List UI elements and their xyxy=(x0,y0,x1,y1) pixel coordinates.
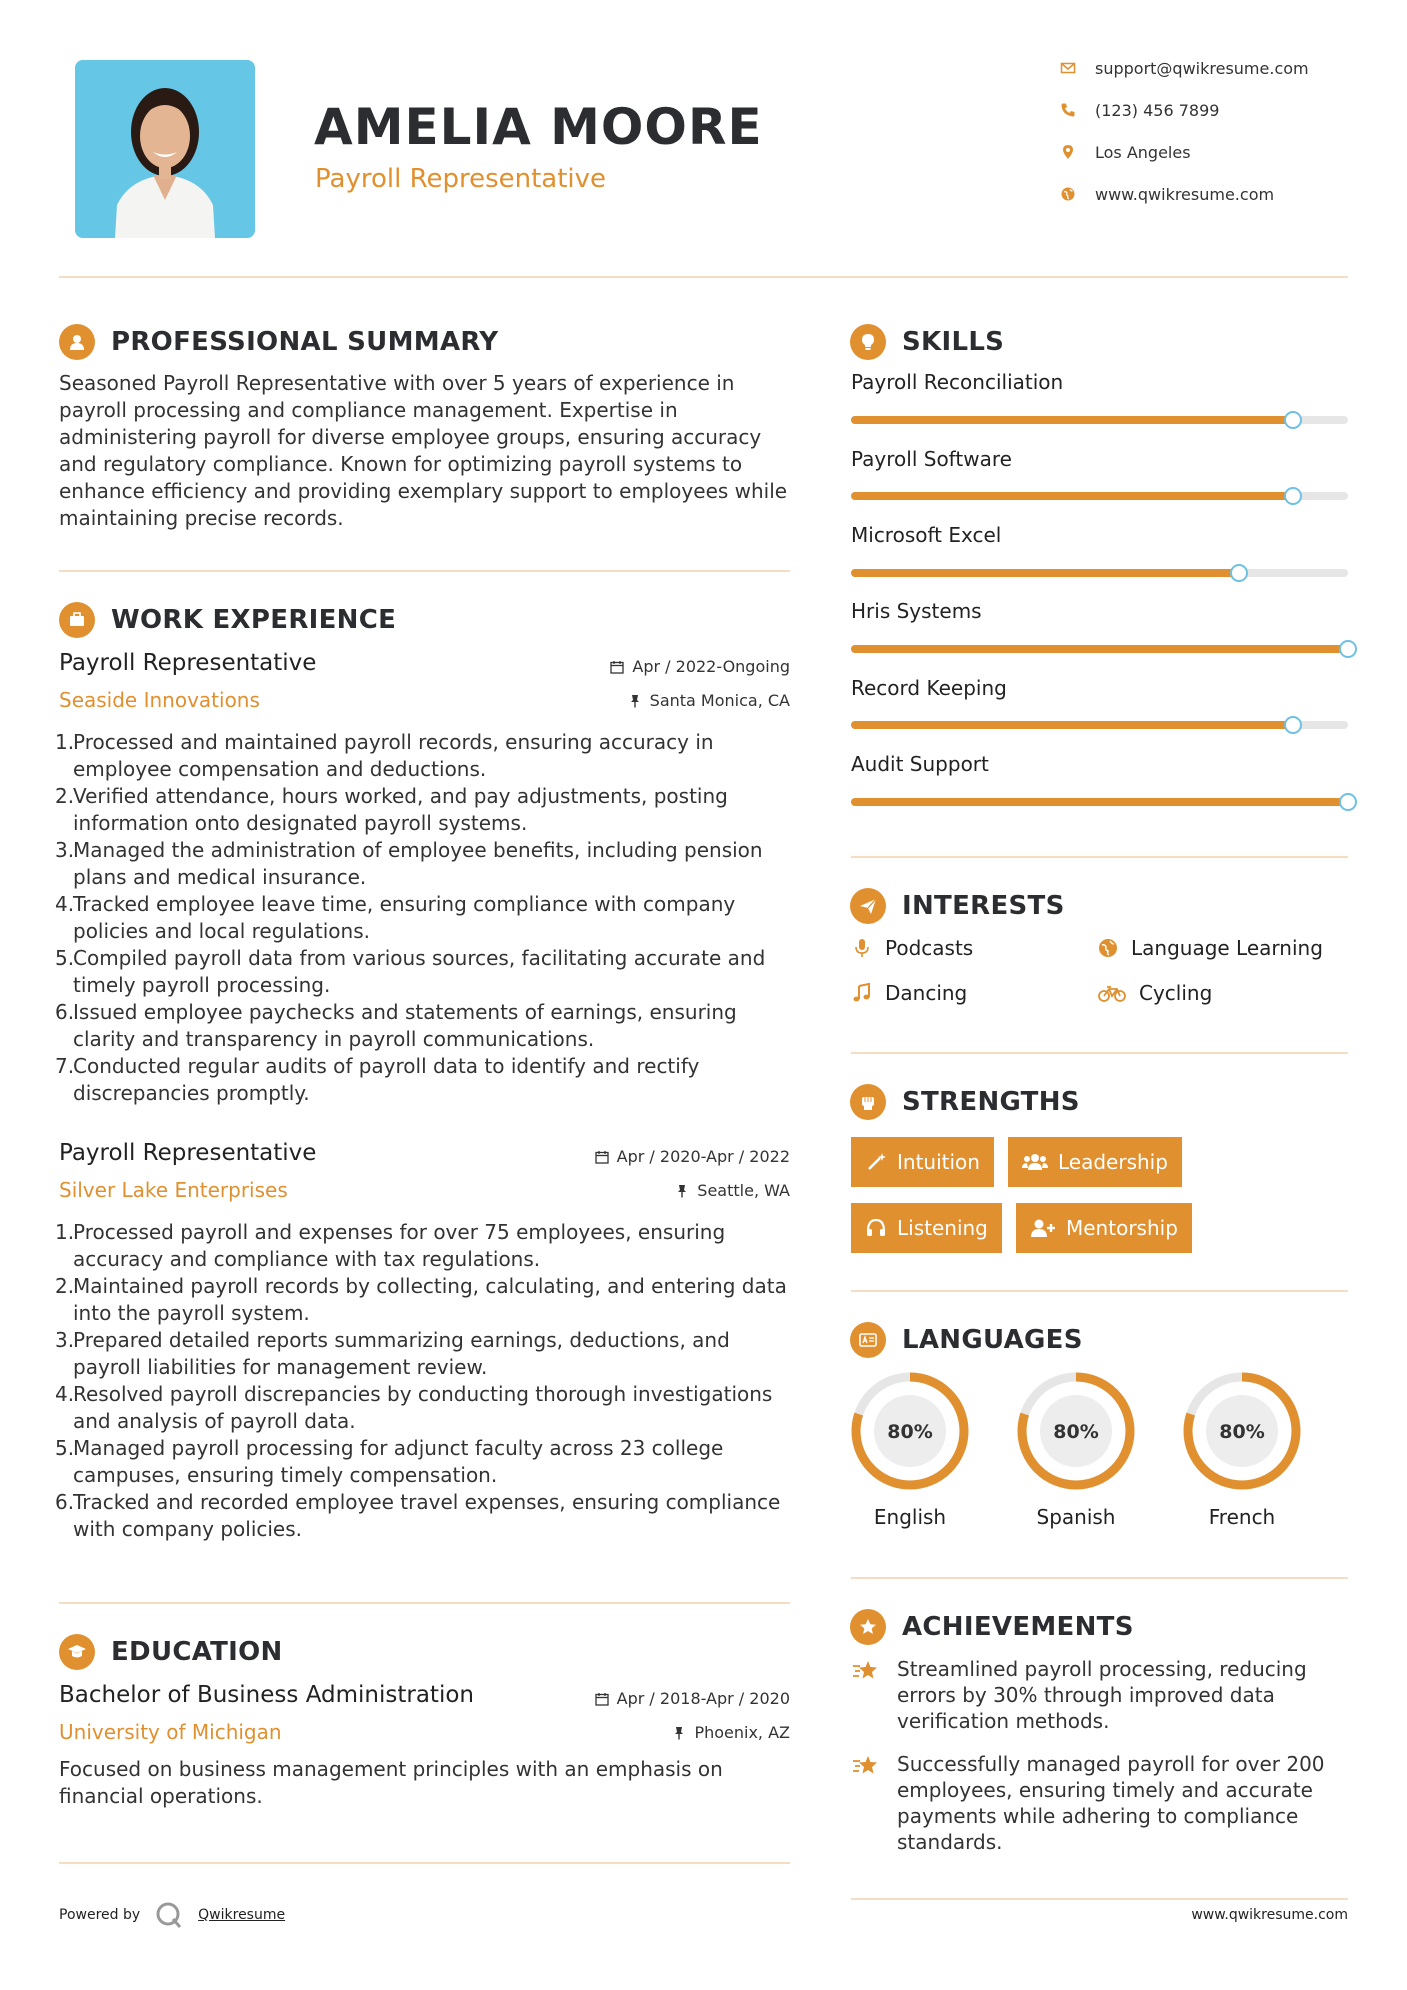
job-1-title: Payroll Representative xyxy=(59,650,317,676)
skill-knob xyxy=(1284,411,1302,429)
degree-title: Bachelor of Business Administration xyxy=(59,1682,474,1708)
school-name: University of Michigan xyxy=(59,1720,282,1744)
interest-item xyxy=(1097,936,1323,960)
globe-icon xyxy=(1055,184,1081,204)
contact-location xyxy=(1055,142,1191,162)
languages-heading xyxy=(850,1322,1083,1358)
profile-photo xyxy=(75,60,255,238)
phone-icon xyxy=(1055,100,1081,120)
job-2-date-text: Apr / 2020-Apr / 2022 xyxy=(616,1147,790,1166)
pin-icon xyxy=(675,1184,689,1198)
star-badge-icon xyxy=(850,1609,886,1645)
star-icon xyxy=(851,1656,881,1686)
achievements-divider xyxy=(851,1898,1348,1900)
list-item: 3. Prepared detailed reports summarizing earnings, deductions, and payroll liabilities for management review. xyxy=(55,1328,730,1379)
languages-divider xyxy=(851,1577,1348,1579)
education-divider xyxy=(59,1862,790,1864)
skill-fill xyxy=(851,569,1239,577)
users-icon xyxy=(1022,1151,1048,1173)
contact-website-text: www.qwikresume.com xyxy=(1095,184,1275,204)
experience-heading xyxy=(59,602,396,638)
interest-label: Podcasts xyxy=(885,936,974,960)
skill-fill xyxy=(851,416,1293,424)
strength-label: Mentorship xyxy=(1066,1216,1178,1240)
language-label: English xyxy=(873,1505,947,1529)
job-1-date-text: Apr / 2022-Ongoing xyxy=(632,657,790,676)
job-2-company: Silver Lake Enterprises xyxy=(59,1178,288,1202)
interest-label: Language Learning xyxy=(1131,936,1323,960)
list-item: 2. Maintained payroll records by collecting, calculating, and entering data into the payroll system. xyxy=(55,1274,787,1325)
strength-label: Listening xyxy=(897,1216,988,1240)
list-item: 1. Processed payroll and expenses for over 75 employees, ensuring accuracy and compliance with tax regulations. xyxy=(55,1220,726,1271)
bicycle-icon xyxy=(1097,982,1127,1004)
achievement-text: Successfully managed payroll for over 200 employees, ensuring timely and accurate payments while adhering to compliance standards. xyxy=(897,1752,1325,1854)
education-location-text: Phoenix, AZ xyxy=(694,1723,790,1742)
list-item: 6. Issued employee paychecks and statements of earnings, ensuring clarity and transparency in payroll communications. xyxy=(55,1000,737,1051)
skill-label: Payroll Reconciliation xyxy=(851,370,1064,394)
interest-item xyxy=(851,936,973,960)
strength-label: Leadership xyxy=(1058,1150,1168,1174)
job-1-location xyxy=(500,691,790,710)
language-label: Spanish xyxy=(1036,1505,1116,1529)
skill-fill xyxy=(851,645,1348,653)
envelope-icon xyxy=(1055,58,1081,78)
languages-title: LANGUAGES xyxy=(902,1325,1083,1355)
summary-divider xyxy=(59,570,790,572)
skill-bar xyxy=(851,569,1348,577)
list-item: 7. Conducted regular audits of payroll data to identify and rectify discrepancies promptly. xyxy=(55,1054,700,1105)
skill-bar xyxy=(851,492,1348,500)
briefcase-icon xyxy=(59,602,95,638)
footer-powered-by xyxy=(59,1900,285,1930)
list-item: 4. Tracked employee leave time, ensuring compliance with company policies and local regulations. xyxy=(55,892,736,943)
job-2-date xyxy=(500,1147,790,1166)
job-1-company: Seaside Innovations xyxy=(59,688,260,712)
achievement-text: Streamlined payroll processing, reducing errors by 30% through improved data verification methods. xyxy=(897,1657,1307,1733)
calendar-icon xyxy=(595,1692,609,1706)
achievements-title: ACHIEVEMENTS xyxy=(902,1612,1134,1642)
interests-divider xyxy=(851,1052,1348,1054)
skill-label: Microsoft Excel xyxy=(851,523,1002,547)
experience-title: WORK EXPERIENCE xyxy=(111,605,397,635)
pin-icon xyxy=(672,1726,686,1740)
skill-bar xyxy=(851,721,1348,729)
skill-knob xyxy=(1339,793,1357,811)
list-item: 5. Compiled payroll data from various sources, facilitating accurate and timely payroll processing. xyxy=(55,946,766,997)
strength-tag xyxy=(1016,1203,1192,1253)
strengths-divider xyxy=(851,1290,1348,1292)
user-plus-icon xyxy=(1030,1217,1056,1239)
strength-tag xyxy=(1008,1137,1182,1187)
job-2-bullets xyxy=(55,1219,790,1543)
skills-heading xyxy=(850,324,1004,360)
language-percent: 80% xyxy=(887,1421,933,1443)
lightbulb-icon xyxy=(850,324,886,360)
star-icon xyxy=(851,1751,881,1781)
list-item: 5. Managed payroll processing for adjunct faculty across 23 college campuses, ensuring timely compensation. xyxy=(55,1436,724,1487)
interest-label: Dancing xyxy=(885,981,968,1005)
contact-email[interactable] xyxy=(1055,58,1309,78)
contact-website[interactable] xyxy=(1055,184,1274,204)
skill-bar xyxy=(851,645,1348,653)
skill-bar xyxy=(851,798,1348,806)
education-date xyxy=(500,1689,790,1708)
powered-by-text: Powered by xyxy=(59,1907,141,1923)
skill-fill xyxy=(851,721,1293,729)
skill-fill xyxy=(851,492,1293,500)
skill-label: Hris Systems xyxy=(851,599,982,623)
education-location xyxy=(500,1723,790,1742)
language-icon xyxy=(850,1322,886,1358)
microphone-icon xyxy=(851,937,873,959)
header-divider xyxy=(59,276,1348,278)
skill-knob xyxy=(1230,564,1248,582)
skill-fill xyxy=(851,798,1348,806)
skill-label: Audit Support xyxy=(851,752,989,776)
list-item: 4. Resolved payroll discrepancies by conducting thorough investigations and analysis of payroll data. xyxy=(55,1382,773,1433)
education-date-text: Apr / 2018-Apr / 2020 xyxy=(616,1689,790,1708)
language-ring xyxy=(1181,1370,1303,1496)
map-pin-icon xyxy=(1055,142,1081,162)
headphones-icon xyxy=(865,1217,887,1239)
calendar-icon xyxy=(610,660,624,674)
qwikresume-link[interactable]: Qwikresume xyxy=(198,1907,286,1923)
calendar-icon xyxy=(595,1150,609,1164)
job-2-title: Payroll Representative xyxy=(59,1140,317,1166)
candidate-name: AMELIA MOORE xyxy=(314,98,763,156)
skill-knob xyxy=(1284,716,1302,734)
experience-divider xyxy=(59,1602,790,1604)
education-title: EDUCATION xyxy=(111,1637,283,1667)
footer-url[interactable]: www.qwikresume.com xyxy=(1191,1907,1348,1923)
contact-phone-text: (123) 456 7899 xyxy=(1095,100,1220,120)
skill-label: Record Keeping xyxy=(851,676,1007,700)
achievement-item xyxy=(851,1656,1351,1734)
language-percent: 80% xyxy=(1219,1421,1265,1443)
summary-text: Seasoned Payroll Representative with over 5 years of experience in payroll processing and compliance management. Expertise in administering payroll for diverse employee groups, ensuring accuracy and regulatory compliance. Known for optimizing payroll systems to enhance efficiency and providing exemplary support to employees while maintaining precise records. xyxy=(59,371,788,530)
list-item: 2. Verified attendance, hours worked, and pay adjustments, posting information onto designated payroll systems. xyxy=(55,784,728,835)
job-1-bullets xyxy=(55,729,790,1107)
job-1-location-text: Santa Monica, CA xyxy=(649,691,790,710)
interest-item xyxy=(1097,981,1212,1005)
summary-heading xyxy=(59,324,498,360)
globe-icon xyxy=(1097,937,1119,959)
user-icon xyxy=(59,324,95,360)
list-item: 6. Tracked and recorded employee travel expenses, ensuring compliance with company policies. xyxy=(55,1490,781,1541)
skill-knob xyxy=(1284,487,1302,505)
skill-knob xyxy=(1339,640,1357,658)
candidate-title: Payroll Representative xyxy=(315,164,607,194)
skills-title: SKILLS xyxy=(902,327,1005,357)
strength-tag xyxy=(851,1137,994,1187)
magic-wand-icon xyxy=(865,1151,887,1173)
graduation-cap-icon xyxy=(59,1634,95,1670)
contact-email-text: support@qwikresume.com xyxy=(1095,58,1309,78)
contact-location-text: Los Angeles xyxy=(1095,142,1191,162)
qwikresume-logo-icon xyxy=(154,1900,184,1930)
achievements-heading xyxy=(850,1609,1134,1645)
fist-icon xyxy=(850,1084,886,1120)
language-ring xyxy=(849,1370,971,1496)
list-item: 1. Processed and maintained payroll records, ensuring accuracy in employee compensation and deductions. xyxy=(55,730,714,781)
list-item: 3. Managed the administration of employee benefits, including pension plans and medical insurance. xyxy=(55,838,763,889)
interest-label: Cycling xyxy=(1139,981,1213,1005)
skill-label: Payroll Software xyxy=(851,447,1012,471)
strength-tag xyxy=(851,1203,1002,1253)
contact-phone[interactable] xyxy=(1055,100,1219,120)
job-2-location xyxy=(500,1181,790,1200)
skill-bar xyxy=(851,416,1348,424)
job-2-location-text: Seattle, WA xyxy=(697,1181,790,1200)
interests-heading xyxy=(850,888,1065,924)
pin-icon xyxy=(628,694,642,708)
interests-title: INTERESTS xyxy=(902,891,1065,921)
education-heading xyxy=(59,1634,283,1670)
summary-title: PROFESSIONAL SUMMARY xyxy=(111,327,499,357)
achievement-item xyxy=(851,1751,1351,1855)
strength-label: Intuition xyxy=(897,1150,980,1174)
paper-plane-icon xyxy=(850,888,886,924)
skills-divider xyxy=(851,856,1348,858)
job-1-date xyxy=(500,657,790,676)
education-text: Focused on business management principles with an emphasis on financial operations. xyxy=(59,1757,723,1808)
music-icon xyxy=(851,982,873,1004)
language-percent: 80% xyxy=(1053,1421,1099,1443)
language-label: French xyxy=(1208,1505,1276,1529)
strengths-heading xyxy=(850,1084,1080,1120)
language-ring xyxy=(1015,1370,1137,1496)
strengths-title: STRENGTHS xyxy=(902,1087,1080,1117)
interest-item xyxy=(851,981,967,1005)
